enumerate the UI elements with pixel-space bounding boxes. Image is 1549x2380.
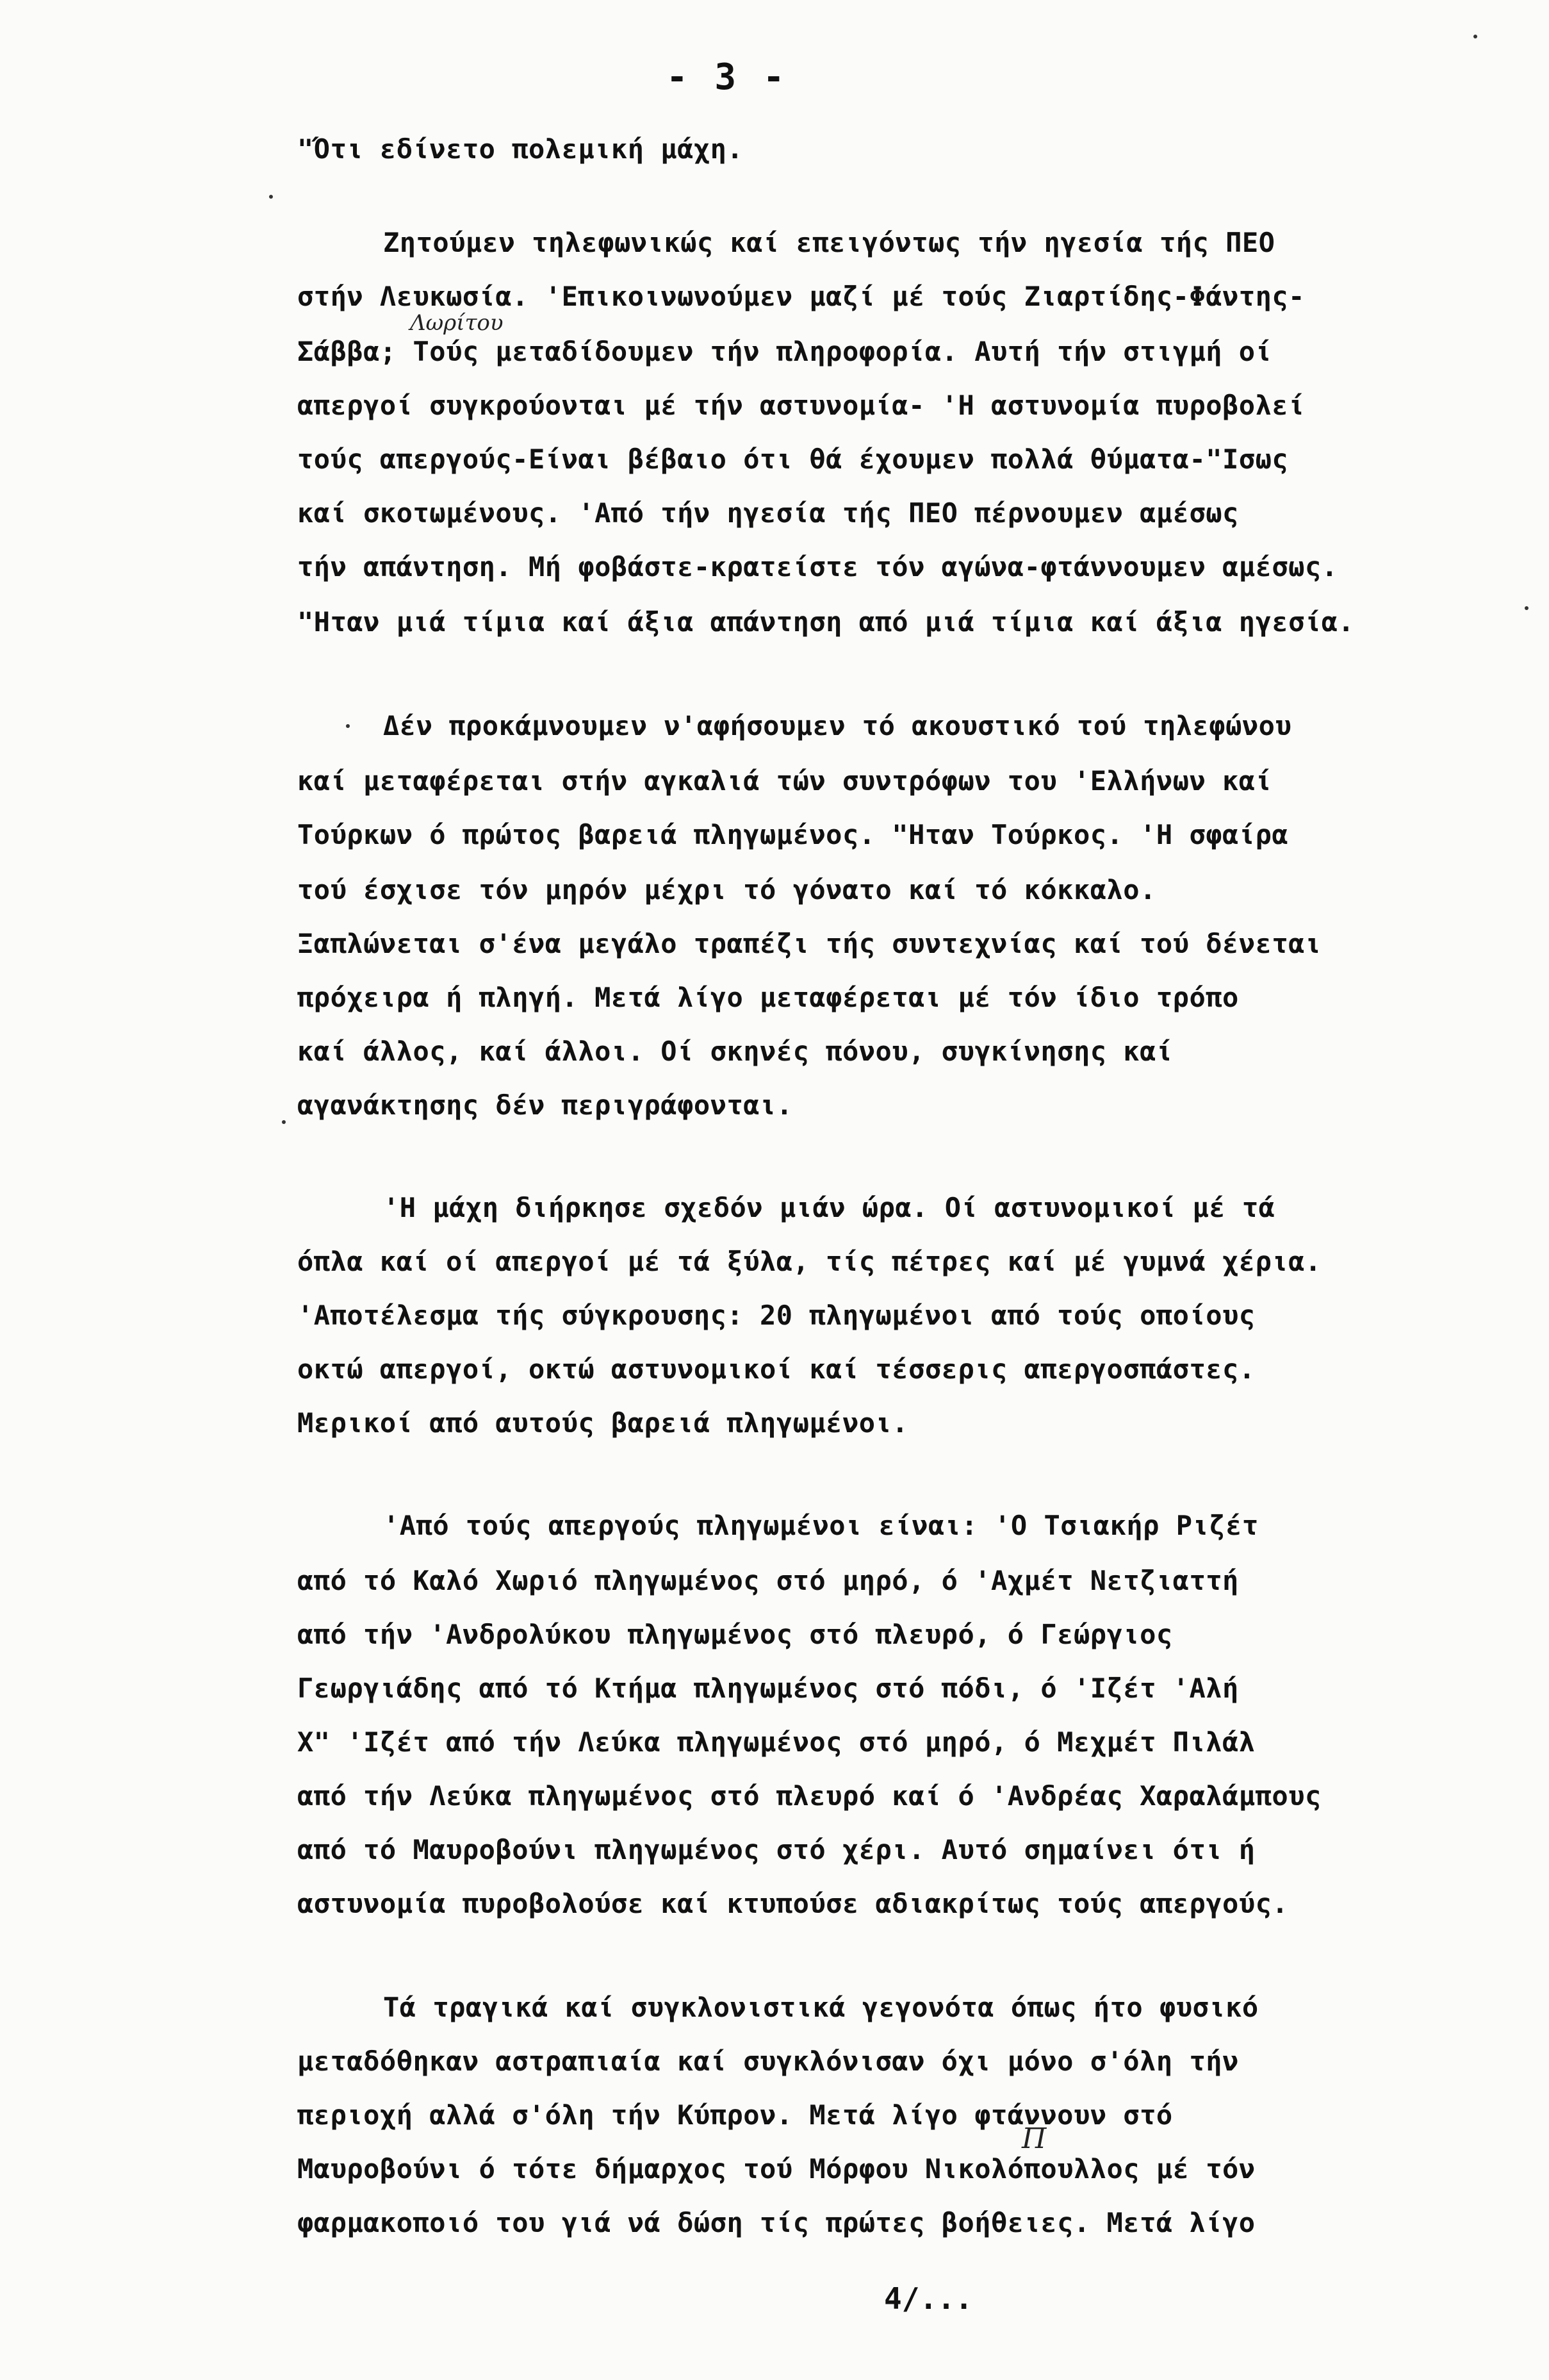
text-line: καί άλλος, καί άλλοι. Οί σκηνές πόνου, συγκίνησης καί [297,1036,1173,1067]
text-line: 'Από τούς απεργούς πληγωμένοι είναι: 'Ο Τσιακήρ Ριζέτ [383,1510,1259,1541]
text-line: Τούρκων ό πρώτος βαρειά πληγωμένος. "Ηταν Τούρκος. 'Η σφαίρα [297,819,1289,850]
text-line: από τό Μαυροβούνι πληγωμένος στό χέρι. Αυτό σημαίνει ότι ή [297,1834,1256,1865]
text-line: όπλα καί οί απεργοί μέ τά ξύλα, τίς πέτρες καί μέ γυμνά χέρια. [297,1246,1322,1277]
text-line: πρόχειρα ή πληγή. Μετά λίγο μεταφέρεται μέ τόν ίδιο τρόπο [297,982,1239,1013]
text-line: μεταδόθηκαν αστραπιαία καί συγκλόνισαν όχι μόνο σ'όλη τήν [297,2045,1239,2077]
text-line: 'Αποτέλεσμα τής σύγκρουσης: 20 πληγωμένοι από τούς οποίους [297,1300,1256,1331]
text-line: φαρμακοποιό του γιά νά δώση τίς πρώτες βοήθειες. Μετά λίγο [297,2207,1256,2238]
text-line: αγανάκτησης δέν περιγράφονται. [297,1089,793,1121]
text-line: από τήν Λεύκα πληγωμένος στό πλευρό καί ό 'Ανδρέας Χαραλάμπους [297,1780,1322,1812]
scan-speck [269,195,273,199]
text-line: αστυνομία πυροβολούσε καί κτυπούσε αδιακρίτως τούς απεργούς. [297,1888,1289,1919]
text-line: 'Η μάχη διήρκησε σχεδόν μιάν ώρα. Οί αστυνομικοί μέ τά [383,1192,1275,1223]
scan-speck [346,724,350,728]
page-number: - 3 - [666,56,787,98]
text-line: τήν απάντηση. Μή φοβάστε-κρατείστε τόν αγώνα-φτάννουμεν αμέσως. [297,551,1338,583]
text-line: περιοχή αλλά σ'όλη τήν Κύπρον. Μετά λίγο φτάννουν στό [297,2099,1173,2131]
text-line: καί σκοτωμένους. 'Από τήν ηγεσία τής ΠΕΟ πέρνουμεν αμέσως [297,497,1239,529]
text-line: οκτώ απεργοί, οκτώ αστυνομικοί καί τέσσερις απεργοσπάστες. [297,1353,1256,1385]
text-line: Σάββα; Τούς μεταδίδουμεν τήν πληροφορία. Αυτή τήν στιγμή οί [297,336,1272,367]
text-line: Τά τραγικά καί συγκλονιστικά γεγονότα όπως ήτο φυσικό [383,1992,1259,2023]
text-line: από τήν 'Ανδρολύκου πληγωμένος στό πλευρό, ό Γεώργιος [297,1619,1173,1650]
text-line: "Ηταν μιά τίμια καί άξια απάντηση από μιά τίμια καί άξια ηγεσία. [297,606,1355,638]
text-line: "Ότι εδίνετο πολεμική μάχη. [297,133,744,165]
text-line: Μαυροβούνι ό τότε δήμαρχος τού Μόρφου Νικολόπουλλος μέ τόν [297,2153,1256,2185]
text-line: Γεωργιάδης από τό Κτήμα πληγωμένος στό πόδι, ό 'Ιζέτ 'Αλή [297,1673,1239,1704]
scan-speck [282,1120,286,1124]
text-line: τούς απεργούς-Είναι βέβαιο ότι θά έχουμεν πολλά θύματα-"Ισως [297,443,1289,475]
text-line: Μερικοί από αυτούς βαρειά πληγωμένοι. [297,1407,909,1439]
text-line: Ξαπλώνεται σ'ένα μεγάλο τραπέζι τής συντεχνίας καί τού δένεται [297,928,1322,959]
scan-speck [1473,35,1477,38]
text-line: απεργοί συγκρούονται μέ τήν αστυνομία- 'Η αστυνομία πυροβολεί [297,390,1305,421]
text-line: τού έσχισε τόν μηρόν μέχρι τό γόνατο καί τό κόκκαλο. [297,874,1156,905]
text-line: Δέν προκάμνουμεν ν'αφήσουμεν τό ακουστικό τού τηλεφώνου [383,710,1292,741]
continuation-marker: 4/... [884,2281,973,2316]
text-line: καί μεταφέρεται στήν αγκαλιά τών συντρόφων του 'Ελλήνων καί [297,765,1272,797]
text-line: Χ" 'Ιζέτ από τήν Λεύκα πληγωμένος στό μηρό, ό Μεχμέτ Πιλάλ [297,1726,1256,1758]
text-line: στήν Λευκωσία. 'Επικοινωνούμεν μαζί μέ τούς Ζιαρτίδης-Φάντης- [297,281,1305,312]
handwritten-annotation: Λωρίτου [410,310,504,336]
handwritten-mark: Π [1022,2122,1047,2155]
scan-speck [1525,606,1529,610]
text-line: από τό Καλό Χωριό πληγωμένος στό μηρό, ό 'Αχμέτ Νετζιαττή [297,1565,1239,1596]
text-line: Ζητούμεν τηλεφωνικώς καί επειγόντως τήν ηγεσία τής ΠΕΟ [383,227,1275,258]
